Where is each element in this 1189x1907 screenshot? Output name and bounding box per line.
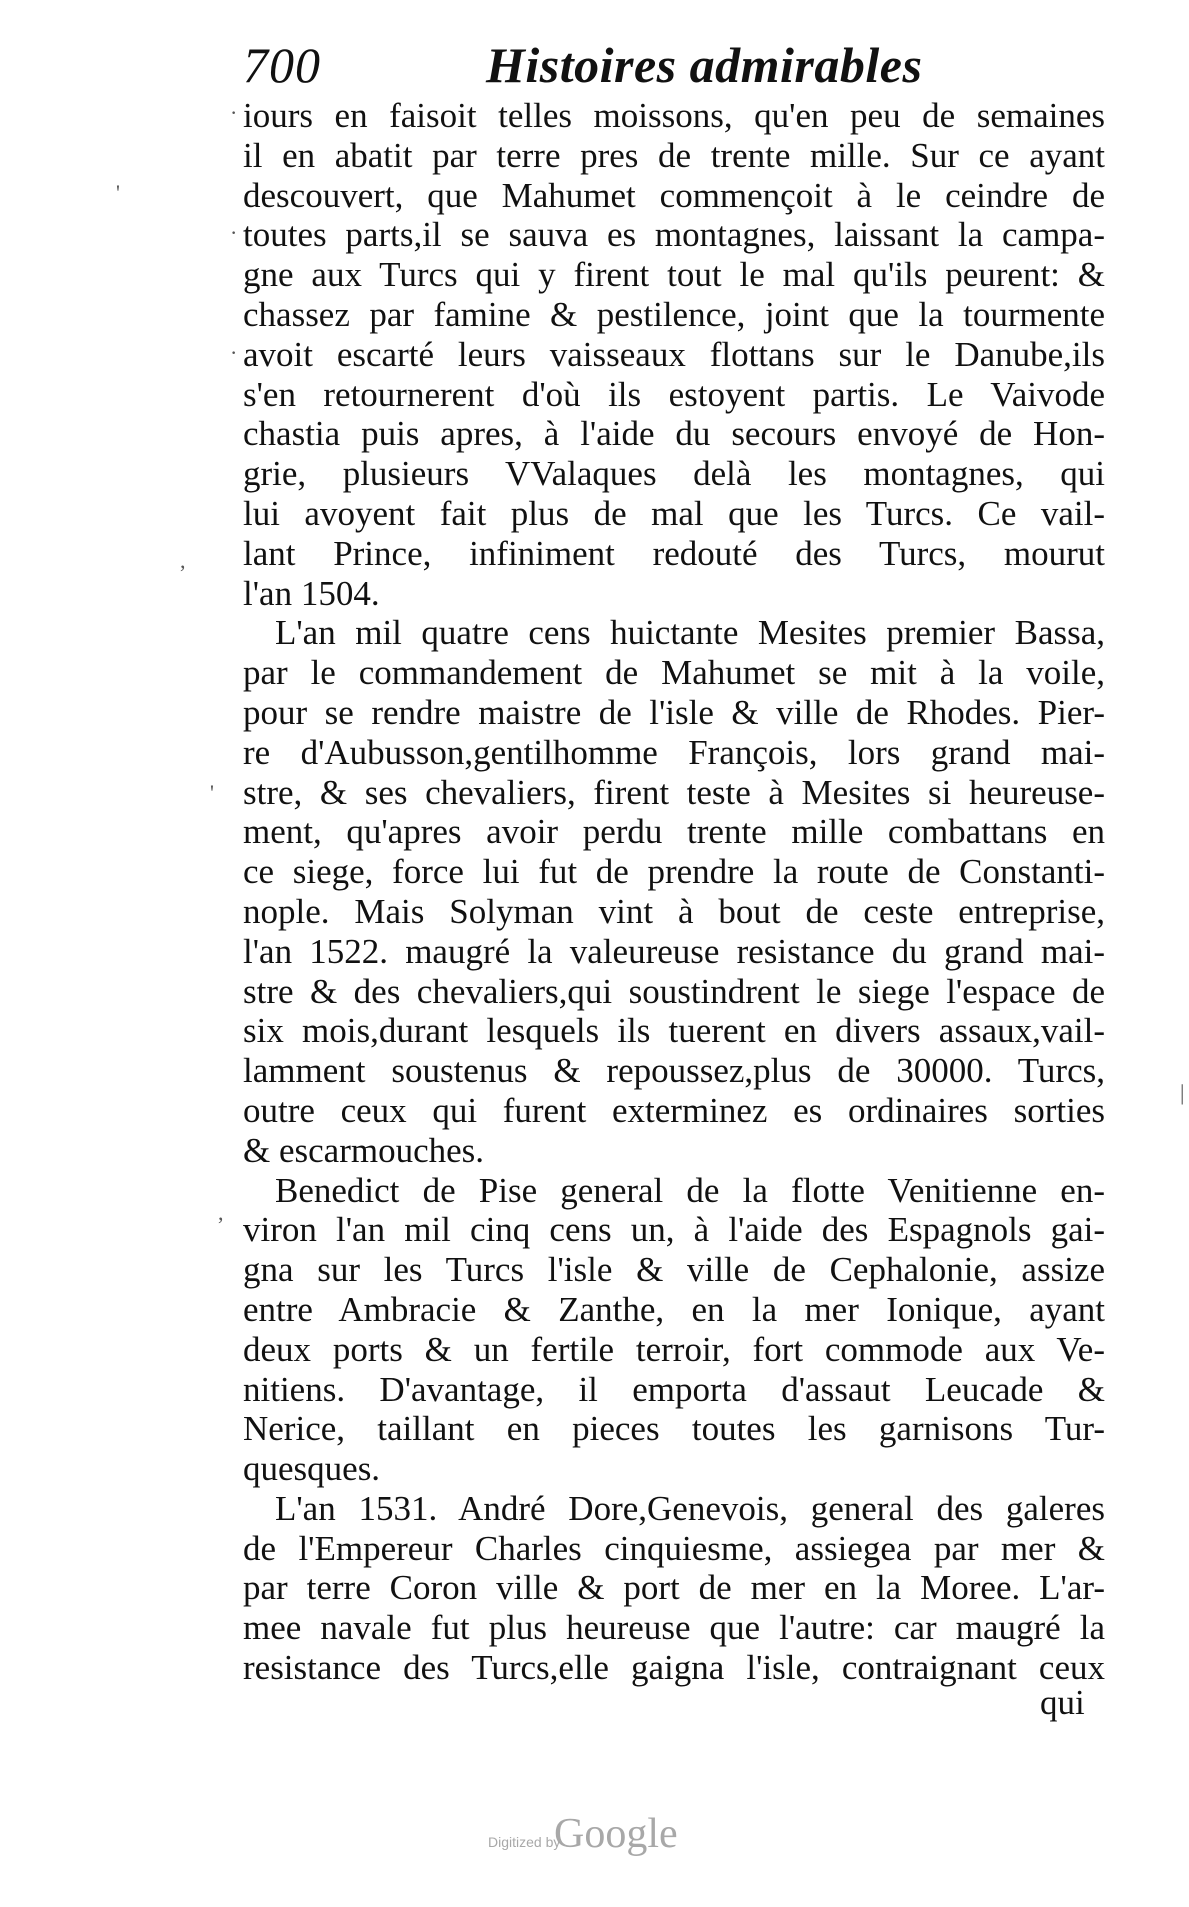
margin-tick-mark: '	[116, 180, 120, 205]
text-line: quesques.	[243, 1449, 381, 1489]
text-line: gne aux Turcs qui y firent tout le mal qu'ils peurent: &	[243, 255, 1105, 295]
text-line: ment, qu'apres avoir perdu trente mille combattans en	[243, 812, 1105, 852]
text-line: de l'Empereur Charles cinquiesme, assiegea par mer &	[243, 1528, 1105, 1568]
text-line: six mois,durant lesquels ils tuerent en divers assaux,vail-	[243, 1011, 1105, 1051]
text-line: stre, & ses chevaliers, firent teste à Mesites si heureuse-	[243, 772, 1105, 812]
google-logo: Google	[554, 1811, 678, 1857]
text-line: chassez par famine & pestilence, joint que la tourmente	[243, 294, 1105, 334]
text-line: pour se rendre maistre de l'isle & ville de Rhodes. Pier-	[243, 692, 1105, 732]
text-line: ce siege, force lui fut de prendre la route de Constanti-	[243, 852, 1105, 892]
page-number: 700	[243, 37, 321, 93]
digitized-by-google-watermark	[488, 1810, 728, 1860]
text-line: Nerice, taillant en pieces toutes les garnisons Tur-	[243, 1409, 1105, 1449]
text-line: outre ceux qui furent exterminez es ordinaires sorties	[243, 1090, 1105, 1130]
text-line: re d'Aubusson,gentilhomme François, lors grand mai-	[243, 732, 1105, 772]
margin-dot-mark: ·	[230, 220, 238, 245]
text-line: & escarmouches.	[243, 1130, 485, 1170]
margin-tick-mark: '	[210, 780, 214, 805]
text-line: lamment soustenus & repoussez,plus de 30000. Turcs,	[243, 1051, 1105, 1091]
text-line: avoit escarté leurs vaisseaux flottans sur le Danube,ils	[243, 334, 1105, 374]
text-line: nitiens. D'avantage, il emporta d'assaut Leucade &	[243, 1369, 1105, 1409]
margin-tick-mark: ,	[180, 548, 186, 573]
margin-dot-mark: ·	[230, 100, 238, 125]
catchword: qui	[1040, 1683, 1085, 1722]
margin-tick-mark: ,	[218, 1200, 224, 1225]
text-line: il en abatit par terre pres de trente mille. Sur ce ayant	[243, 135, 1105, 175]
body-text	[243, 96, 1105, 1688]
text-line: grie, plusieurs VValaques delà les montagnes, qui	[243, 454, 1105, 494]
text-line: resistance des Turcs,elle gaigna l'isle, contraignant ceux	[243, 1648, 1105, 1688]
text-line: iours en faisoit telles moissons, qu'en peu de semaines	[243, 96, 1105, 135]
text-line: toutes parts,il se sauva es montagnes, laissant la campa-	[243, 215, 1105, 255]
page-header	[243, 36, 1103, 96]
text-line: l'an 1504.	[243, 573, 380, 613]
paragraph-start-line: L'an mil quatre cens huictante Mesites premier Bassa,	[275, 613, 1105, 653]
text-line: lui avoyent fait plus de mal que les Turcs. Ce vail-	[243, 493, 1105, 533]
text-line: entre Ambracie & Zanthe, en la mer Ionique, ayant	[243, 1289, 1105, 1329]
paragraph-start-line: Benedict de Pise general de la flotte Venitienne en-	[275, 1170, 1105, 1210]
watermark-caption: Digitized by	[488, 1834, 561, 1850]
text-line: stre & des chevaliers,qui soustindrent le siege l'espace de	[243, 971, 1105, 1011]
text-line: par le commandement de Mahumet se mit à la voile,	[243, 653, 1105, 693]
text-line: gna sur les Turcs l'isle & ville de Cephalonie, assize	[243, 1250, 1105, 1290]
text-line: nople. Mais Solyman vint à bout de ceste entreprise,	[243, 891, 1105, 931]
text-line: chastia puis apres, à l'aide du secours envoyé de Hon-	[243, 414, 1105, 454]
text-line: deux ports & un fertile terroir, fort commode aux Ve-	[243, 1329, 1105, 1369]
text-line: s'en retournerent d'où ils estoyent partis. Le Vaivode	[243, 374, 1105, 414]
running-title: Histoires admirables	[486, 37, 923, 93]
text-line: l'an 1522. maugré la valeureuse resistance du grand mai-	[243, 931, 1105, 971]
text-line: mee navale fut plus heureuse que l'autre: car maugré la	[243, 1608, 1105, 1648]
margin-tick-mark: |	[1180, 1080, 1185, 1105]
text-line: lant Prince, infiniment redouté des Turcs, mourut	[243, 533, 1105, 573]
text-line: viron l'an mil cinq cens un, à l'aide des Espagnols gai-	[243, 1210, 1105, 1250]
margin-dot-mark: ·	[230, 340, 238, 365]
paragraph-start-line: L'an 1531. André Dore,Genevois, general des galeres	[275, 1488, 1105, 1528]
text-line: par terre Coron ville & port de mer en la Moree. L'ar-	[243, 1568, 1105, 1608]
text-line: descouvert, que Mahumet commençoit à le ceindre de	[243, 175, 1105, 215]
